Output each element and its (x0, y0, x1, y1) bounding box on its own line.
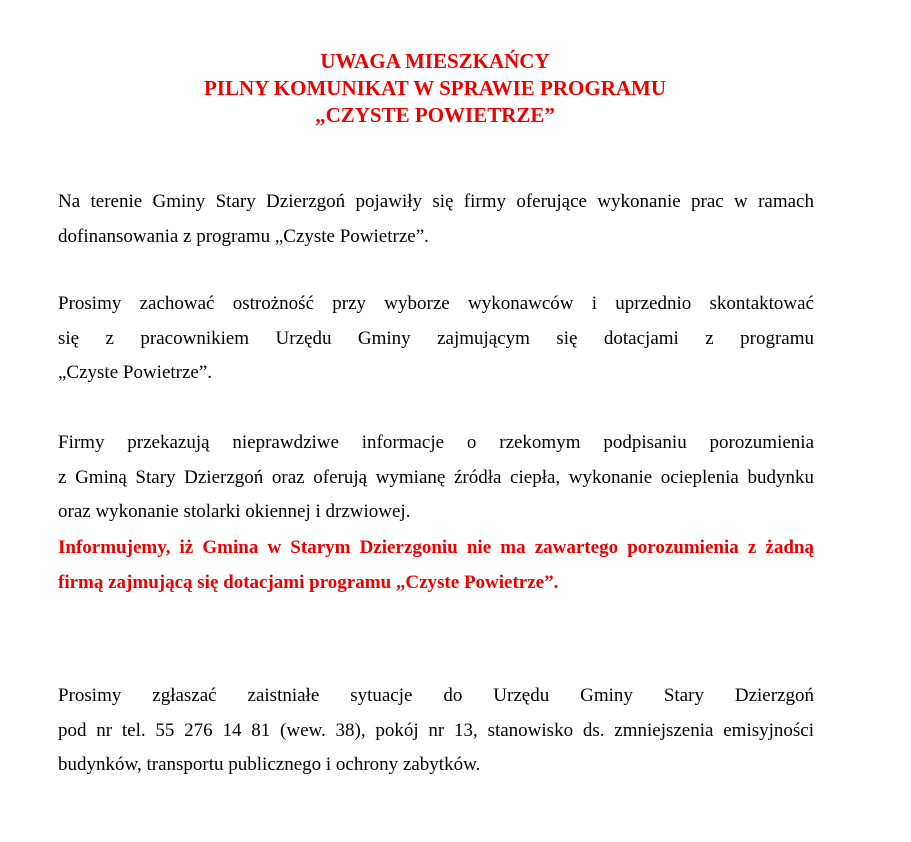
paragraph-line: Na terenie Gminy Stary Dzierzgoń pojawiły się firmy oferujące wykonanie prac w ramach (58, 191, 814, 212)
warning-paragraph (58, 531, 814, 600)
paragraph-line: z Gminą Stary Dzierzgoń oraz oferują wymianę źródła ciepła, wykonanie ocieplenia budynku (58, 466, 814, 488)
header-subtitle: PILNY KOMUNIKAT W SPRAWIE PROGRAMU (203, 76, 667, 100)
paragraph-line: budynków, transportu publicznego i ochrony zabytków. (58, 754, 481, 775)
paragraph-line: „Czyste Powietrze”. (58, 362, 213, 383)
paragraph-line: Firmy przekazują nieprawdziwe informacje o rzekomym podpisaniu porozumienia (58, 432, 814, 453)
paragraph-caution (58, 287, 814, 391)
paragraph-contact (58, 679, 814, 783)
notice-header (0, 48, 870, 129)
header-program-name: „CZYSTE POWIETRZE” (315, 103, 555, 127)
contact-phone-line: pod nr tel. 55 276 14 81 (wew. 38), pokój nr 13, stanowisko ds. zmniejszenia emisyjności (58, 719, 814, 741)
paragraph-line: oraz wykonanie stolarki okiennej i drzwiowej. (58, 501, 411, 522)
warning-line: Informujemy, iż Gmina w Starym Dzierzgoniu nie ma zawartego porozumienia z żadną (58, 537, 814, 558)
paragraph-line: się z pracownikiem Urzędu Gminy zajmującym się dotacjami z programu (58, 327, 814, 349)
header-title: UWAGA MIESZKAŃCY (320, 49, 550, 73)
warning-line: firmą zajmującą się dotacjami programu „Czyste Powietrze”. (58, 571, 559, 593)
paragraph-line: Prosimy zachować ostrożność przy wyborze wykonawców i uprzednio skontaktować (58, 293, 814, 314)
paragraph-line: Prosimy zgłaszać zaistniałe sytuacje do Urzędu Gminy Stary Dzierzgoń (58, 685, 814, 706)
paragraph-false-info (58, 426, 814, 530)
paragraph-line: dofinansowania z programu „Czyste Powietrze”. (58, 225, 429, 247)
paragraph-intro (58, 185, 814, 254)
